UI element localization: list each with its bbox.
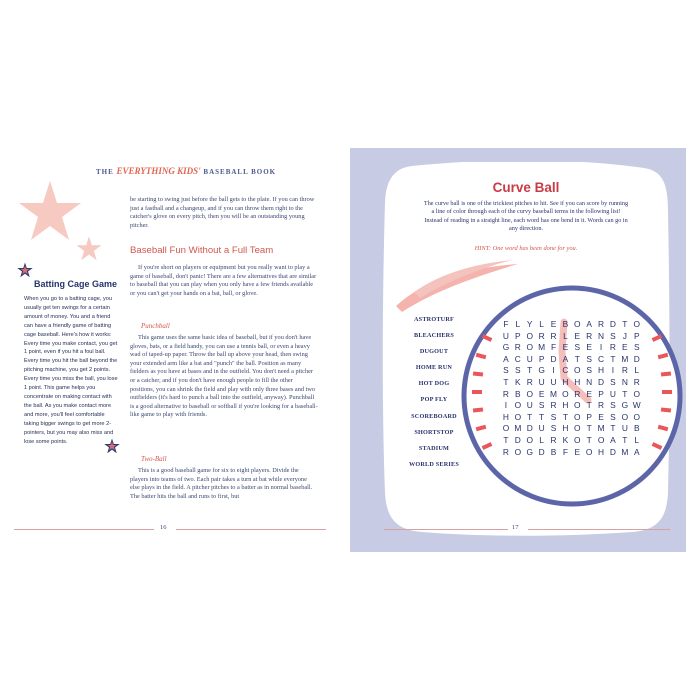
grid-letter[interactable]: R bbox=[514, 342, 521, 353]
grid-letter[interactable]: R bbox=[598, 400, 605, 411]
grid-letter[interactable]: T bbox=[527, 365, 533, 376]
grid-letter[interactable]: T bbox=[622, 319, 628, 329]
grid-letter[interactable]: D bbox=[598, 376, 605, 387]
grid-letter[interactable]: U bbox=[538, 423, 545, 434]
grid-row bbox=[500, 412, 643, 424]
grid-letter[interactable]: R bbox=[586, 330, 593, 341]
grid-letter[interactable]: S bbox=[610, 330, 616, 341]
grid-letter[interactable]: M bbox=[550, 388, 557, 399]
grid-letter[interactable]: M bbox=[538, 342, 546, 353]
grid-letter[interactable]: P bbox=[598, 388, 604, 399]
grid-letter[interactable]: O bbox=[514, 446, 522, 457]
grid-letter[interactable]: K bbox=[562, 434, 569, 445]
grid-letter[interactable]: G bbox=[621, 400, 629, 411]
grid-row bbox=[500, 400, 643, 412]
grid-letter[interactable]: N bbox=[586, 376, 593, 387]
grid-letter[interactable]: U bbox=[526, 353, 533, 364]
grid-letter[interactable]: O bbox=[562, 388, 569, 399]
grid-letter[interactable]: O bbox=[526, 434, 533, 445]
grid-letter[interactable]: R bbox=[550, 434, 557, 445]
grid-row bbox=[500, 354, 643, 366]
word-list-item: ASTROTURF bbox=[414, 316, 454, 323]
grid-letter[interactable]: O bbox=[514, 411, 522, 422]
grid-letter[interactable]: T bbox=[527, 411, 533, 422]
punchball-heading: Punchball bbox=[141, 322, 170, 330]
grid-letter[interactable]: D bbox=[609, 319, 616, 329]
grid-letter[interactable]: W bbox=[632, 400, 641, 411]
grid-letter[interactable]: A bbox=[586, 319, 592, 329]
grid-letter[interactable]: U bbox=[550, 376, 557, 387]
grid-letter[interactable]: O bbox=[574, 319, 581, 329]
grid-letter[interactable]: R bbox=[550, 400, 557, 411]
pink-star-icon bbox=[18, 180, 82, 242]
grid-row bbox=[500, 435, 643, 447]
grid-row bbox=[500, 423, 643, 435]
grid-letter[interactable]: E bbox=[562, 342, 569, 353]
grid-letter[interactable]: R bbox=[621, 365, 628, 376]
grid-letter[interactable]: H bbox=[562, 376, 569, 387]
grid-row bbox=[500, 389, 643, 401]
grid-letter[interactable]: O bbox=[574, 400, 581, 411]
grid-letter[interactable]: R bbox=[502, 388, 509, 399]
grid-letter[interactable]: D bbox=[550, 353, 557, 364]
grid-letter[interactable]: E bbox=[574, 330, 581, 341]
grid-letter[interactable]: S bbox=[515, 365, 521, 376]
grid-letter[interactable]: O bbox=[633, 388, 640, 399]
grid-letter[interactable]: T bbox=[503, 376, 509, 387]
word-list-item: BLEACHERS bbox=[414, 332, 454, 340]
grid-letter[interactable]: R bbox=[526, 376, 533, 387]
grid-letter[interactable]: U bbox=[538, 376, 545, 387]
grid-letter[interactable]: R bbox=[609, 342, 616, 353]
grid-letter[interactable]: U bbox=[502, 330, 509, 341]
word-search-grid bbox=[500, 319, 643, 458]
footer-rule-right-2 bbox=[528, 529, 670, 530]
sidebar-title: Batting Cage Game bbox=[34, 279, 118, 289]
word-list-item: POP FLY bbox=[420, 396, 448, 404]
grid-letter[interactable]: T bbox=[586, 434, 592, 445]
grid-letter[interactable]: L bbox=[634, 365, 640, 376]
grid-letter[interactable]: E bbox=[550, 319, 557, 329]
grid-letter[interactable]: E bbox=[586, 342, 592, 353]
word-list-item: WORLD SERIES bbox=[408, 460, 460, 468]
grid-letter[interactable]: A bbox=[633, 446, 640, 457]
grid-letter[interactable]: H bbox=[562, 423, 569, 434]
grid-letter[interactable]: M bbox=[514, 423, 522, 434]
grid-letter[interactable]: R bbox=[598, 319, 605, 329]
grid-letter[interactable]: R bbox=[550, 330, 557, 341]
word-list-item: DUGOUT bbox=[419, 348, 449, 356]
two-ball-paragraph: This is a good baseball game for six to eight players. Divide the players into teams of two. Each pair takes a turn at bat while everyone else plays in the field. A pitcher pitches to a batter as in normal baseball. The batter hits the ball and runs to first, but bbox=[130, 467, 313, 500]
page-number-right: 17 bbox=[512, 524, 519, 531]
grid-letter[interactable]: O bbox=[574, 411, 581, 422]
grid-letter[interactable]: L bbox=[634, 434, 640, 445]
grid-letter[interactable]: S bbox=[574, 342, 581, 353]
grid-letter[interactable]: N bbox=[598, 330, 605, 341]
grid-row bbox=[500, 319, 643, 331]
grid-letter[interactable]: L bbox=[539, 434, 544, 445]
running-head: THE EVERYTHING KIDS' BASEBALL BOOK bbox=[96, 166, 277, 176]
grid-letter[interactable]: S bbox=[586, 353, 592, 364]
page-number-left: 16 bbox=[160, 524, 167, 531]
grid-letter[interactable]: L bbox=[515, 319, 521, 329]
grid-letter[interactable]: H bbox=[562, 400, 569, 411]
grid-letter[interactable]: T bbox=[503, 434, 509, 445]
grid-letter[interactable]: M bbox=[621, 446, 629, 457]
grid-letter[interactable]: C bbox=[514, 353, 521, 364]
book-brand: EVERYTHING KIDS' bbox=[116, 166, 201, 176]
grid-letter[interactable]: O bbox=[597, 434, 605, 445]
grid-letter[interactable]: U bbox=[526, 400, 533, 411]
grid-letter[interactable]: B bbox=[562, 319, 569, 329]
grid-letter[interactable]: T bbox=[562, 411, 568, 422]
small-pink-star-icon bbox=[76, 236, 102, 261]
grid-letter[interactable]: S bbox=[503, 365, 509, 376]
grid-letter[interactable]: T bbox=[610, 423, 616, 434]
grid-letter[interactable]: E bbox=[574, 446, 581, 457]
grid-letter[interactable]: G bbox=[526, 446, 533, 457]
grid-letter[interactable]: T bbox=[622, 388, 628, 399]
grid-letter[interactable]: R bbox=[538, 330, 545, 341]
grid-letter[interactable]: M bbox=[597, 423, 605, 434]
grid-letter[interactable]: S bbox=[538, 400, 545, 411]
grid-letter[interactable]: S bbox=[610, 400, 616, 411]
grid-letter[interactable]: O bbox=[514, 400, 522, 411]
grid-letter[interactable]: T bbox=[539, 411, 545, 422]
grid-row bbox=[500, 377, 643, 389]
grid-letter[interactable]: E bbox=[622, 342, 628, 353]
puzzle-hint: HINT: One word has been done for you. bbox=[474, 245, 578, 252]
grid-row bbox=[500, 331, 643, 343]
word-list-item: HOME RUN bbox=[415, 364, 453, 372]
grid-letter[interactable]: U bbox=[621, 423, 628, 434]
puzzle-instructions: The curve ball is one of the trickiest pitches to hit. See if you can score by running a line of color through each of the curvy baseball terms in the following list! Instead of reading in a straight line, each word has one bend in it. Words can go in any direction. bbox=[423, 200, 629, 233]
grid-letter[interactable]: U bbox=[609, 388, 616, 399]
grid-letter[interactable]: O bbox=[574, 423, 581, 434]
navy-star-icon bbox=[17, 262, 33, 278]
section-paragraph: If you're short on players or equipment but you really want to play a game of baseball, don't panic! There are a few alternatives that are similar to baseball that you can play when you only have a few friends available or you can't get your hands on a bat, ball, or glove. bbox=[130, 264, 317, 297]
grid-letter[interactable]: T bbox=[586, 400, 592, 411]
grid-letter[interactable]: L bbox=[539, 319, 544, 329]
grid-letter[interactable]: S bbox=[550, 423, 557, 434]
grid-letter[interactable]: O bbox=[526, 388, 533, 399]
word-list-item: HOT DOG bbox=[418, 380, 450, 388]
grid-letter[interactable]: P bbox=[633, 330, 640, 341]
footer-rule-right bbox=[384, 529, 508, 530]
grid-letter[interactable]: Y bbox=[526, 319, 533, 329]
puzzle-title: Curve Ball bbox=[492, 180, 560, 195]
word-list-item: SHORTSTOP bbox=[414, 428, 454, 436]
grid-letter[interactable]: G bbox=[502, 342, 510, 353]
punchball-paragraph: This game uses the same basic idea of baseball, but if you don't have gloves, bats, or a field handy, you can use a tennis ball, or even a heavy wad of taped-up paper. Throw the ball up above your head, then swing your extended arm like a bat and "punch" the ball. Position as many fielders as you have at bases and in the outfield. You don't need a pitcher or a catcher, and if you don't have enough people to fill the other positions, you can shrink the field and play with only three bases and two outfielders (it's hard to punch a ball into the outfield, anyway). Punchball is a good alternative to baseball or softball if you're looking for a baseball-like game to play with friends. bbox=[130, 334, 318, 419]
grid-letter[interactable]: S bbox=[610, 376, 616, 387]
grid-letter[interactable]: F bbox=[503, 319, 509, 329]
word-list-item: STADIUM bbox=[418, 444, 450, 452]
grid-letter[interactable]: R bbox=[574, 388, 581, 399]
grid-letter[interactable]: H bbox=[598, 365, 605, 376]
intro-paragraph: be starting to swing just before the ball gets to the plate. If you can throw just a fastball and a changeup, and if you can throw them right to the catcher's glove on every pitch, then you will be an outstanding young pitcher. bbox=[130, 196, 315, 229]
grid-letter[interactable]: D bbox=[514, 434, 521, 445]
grid-letter[interactable]: D bbox=[526, 423, 533, 434]
grid-letter[interactable]: O bbox=[526, 342, 533, 353]
grid-letter[interactable]: O bbox=[633, 411, 640, 422]
grid-letter[interactable]: B bbox=[550, 446, 557, 457]
grid-letter[interactable]: D bbox=[538, 446, 545, 457]
grid-letter[interactable]: M bbox=[621, 353, 629, 364]
grid-letter[interactable]: S bbox=[610, 411, 616, 422]
word-list bbox=[398, 312, 470, 473]
grid-letter[interactable]: H bbox=[574, 376, 581, 387]
grid-letter[interactable]: E bbox=[586, 388, 592, 399]
grid-letter[interactable]: P bbox=[515, 330, 521, 341]
grid-letter[interactable]: A bbox=[610, 434, 616, 445]
word-list-item: SCOREBOARD bbox=[411, 412, 457, 420]
two-ball-heading: Two-Ball bbox=[141, 455, 167, 463]
grid-letter[interactable]: I bbox=[599, 342, 603, 353]
grid-letter[interactable]: D bbox=[609, 446, 616, 457]
footer-rule-left bbox=[14, 529, 154, 530]
grid-letter[interactable]: B bbox=[515, 388, 521, 399]
grid-letter[interactable]: O bbox=[574, 434, 581, 445]
grid-letter[interactable]: P bbox=[586, 411, 592, 422]
sidebar-text: When you go to a batting cage, you usually get ten swings for a certain amount of money. You and a friend can have a friendly game of batting cage baseball. Here's how it works: Every time you make contact, you get 1 point, even if you hit a foul ball. Every time you hit the ball beyond the pitching machine, you get 2 points. Every time you miss the ball, you lose 1 point. This game helps you concentrate on making contact with the ball. As you make contact more and more, you'll feel comfortable taking bigger swings to get more 2-pointers, but you may also miss and lose some points. bbox=[24, 296, 118, 445]
grid-letter[interactable]: A bbox=[562, 353, 569, 364]
grid-letter[interactable]: I bbox=[504, 400, 508, 411]
grid-letter[interactable]: S bbox=[586, 365, 592, 376]
grid-letter[interactable]: L bbox=[563, 330, 568, 341]
grid-letter[interactable]: T bbox=[622, 434, 628, 445]
grid-letter[interactable]: P bbox=[538, 353, 545, 364]
grid-letter[interactable]: T bbox=[574, 353, 580, 364]
grid-letter[interactable]: I bbox=[611, 365, 615, 376]
grid-letter[interactable]: F bbox=[550, 342, 557, 353]
grid-letter[interactable]: T bbox=[610, 353, 616, 364]
grid-letter[interactable]: H bbox=[598, 446, 605, 457]
grid-letter[interactable]: I bbox=[552, 365, 555, 376]
grid-letter[interactable]: D bbox=[633, 353, 640, 364]
grid-letter[interactable]: G bbox=[538, 365, 545, 376]
grid-letter[interactable]: O bbox=[502, 423, 510, 434]
grid-letter[interactable]: E bbox=[538, 388, 545, 399]
grid-letter[interactable]: E bbox=[598, 411, 604, 422]
grid-letter[interactable]: C bbox=[598, 353, 605, 364]
grid-letter[interactable]: C bbox=[562, 365, 569, 376]
grid-letter[interactable]: A bbox=[503, 353, 509, 364]
grid-letter[interactable]: R bbox=[633, 376, 640, 387]
grid-row bbox=[500, 342, 643, 354]
grid-letter[interactable]: O bbox=[633, 319, 640, 329]
grid-letter[interactable]: O bbox=[585, 446, 593, 457]
section-heading: Baseball Fun Without a Full Team bbox=[130, 245, 274, 256]
grid-row bbox=[500, 365, 643, 377]
grid-letter[interactable]: R bbox=[502, 446, 509, 457]
grid-row bbox=[500, 447, 643, 459]
grid-letter[interactable]: O bbox=[621, 411, 629, 422]
grid-letter[interactable]: J bbox=[622, 330, 627, 341]
grid-letter[interactable]: O bbox=[574, 365, 581, 376]
grid-letter[interactable]: H bbox=[502, 411, 509, 422]
grid-letter[interactable]: O bbox=[526, 330, 533, 341]
grid-letter[interactable]: N bbox=[621, 376, 628, 387]
grid-letter[interactable]: B bbox=[633, 423, 640, 434]
footer-rule-left-2 bbox=[176, 529, 326, 530]
grid-letter[interactable]: T bbox=[586, 423, 592, 434]
grid-letter[interactable]: S bbox=[550, 411, 557, 422]
grid-letter[interactable]: K bbox=[515, 376, 521, 387]
grid-letter[interactable]: F bbox=[562, 446, 568, 457]
grid-letter[interactable]: S bbox=[633, 342, 640, 353]
